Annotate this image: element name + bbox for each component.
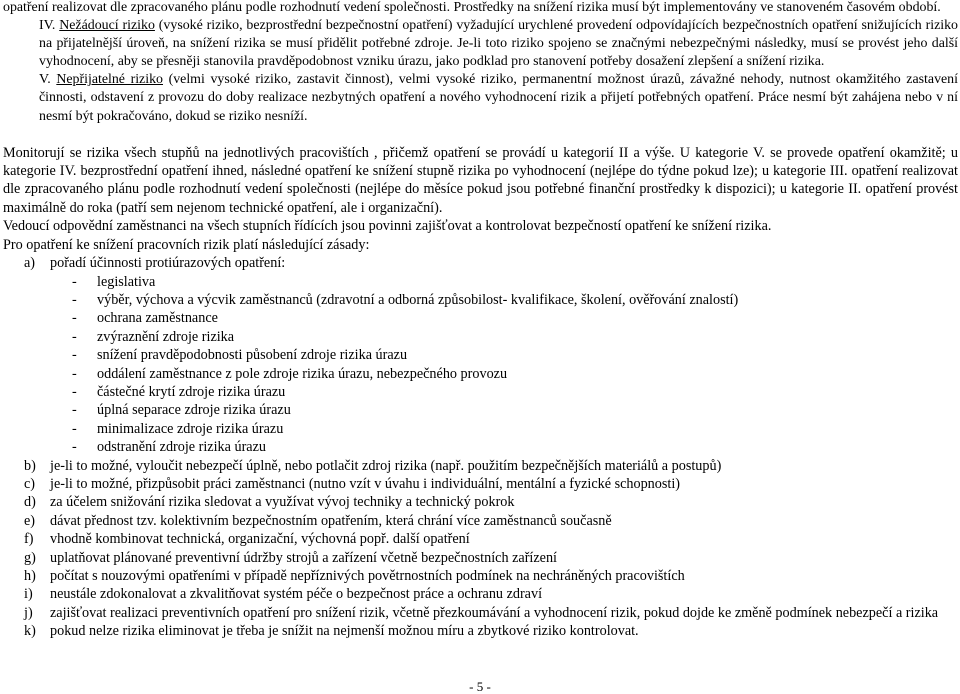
paragraph-responsible-staff: Vedoucí odpovědní zaměstnanci na všech stupních řídících jsou povinni zajišťovat a kontrolovat bezpečností opatření ke snížení rizika. <box>3 218 772 235</box>
principle-text: je-li to možné, vyloučit nebezpečí úplně, nebo potlačit zdroj rizika (např. použitím bezpečnějších materiálů a postupů) <box>50 457 722 474</box>
page-number: - 5 - <box>469 679 491 694</box>
principle-text: počítat s nouzovými opatřeními v případě nepříznivých povětrnostních podmínek na nechráněných pracovištích <box>50 568 685 584</box>
principle-text: zajišťovat realizaci preventivních opatření pro snížení rizik, včetně přezkoumávání a vyhodnocení rizik, pokud dojde ke změně podmínek nebezpečí a rizika <box>50 604 939 621</box>
principle-text: dávat přednost tzv. kolektivním bezpečnostním opatřením, která chrání více zaměstnanců současně <box>50 512 612 529</box>
principle-item-e <box>3 512 958 530</box>
category-v-text: (velmi vysoké riziko, zastavit činnost), velmi vysoké riziko, permanentní možnost úrazů, závažné nehody, nutnost okamžitého zastavení činnosti, odstavení z provozu do doby realizace nezbytných opatření a nového vyhodnocení rizik a přijetí potřebných opatření. Práce nesmí být zahájena nebo v ní nesmí být pokračováno, dokud se riziko nesníží. <box>39 72 958 124</box>
principle-marker: a) <box>24 255 36 272</box>
effectiveness-order-list <box>3 273 958 457</box>
principle-marker: e) <box>24 512 36 529</box>
principle-item-d <box>3 493 958 511</box>
principle-text: pokud nelze rizika eliminovat je třeba je snížit na nejmenší možnou míru a zbytkové riziko kontrolovat. <box>50 623 639 640</box>
principle-text: vhodně kombinovat technická, organizační, výchovná popř. další opatření <box>50 531 470 548</box>
list-item: - oddálení zaměstnance z pole zdroje rizika úrazu, nebezpečného provozu <box>72 365 508 382</box>
principle-item-a <box>3 254 958 456</box>
principles-intro: Pro opatření ke snížení pracovních rizik platí následující zásady: <box>3 236 370 253</box>
principle-item-f <box>3 530 958 548</box>
list-item: - zvýraznění zdroje rizika <box>72 328 235 345</box>
principle-marker: i) <box>24 586 33 603</box>
list-item: - úplná separace zdroje rizika úrazu <box>72 402 291 419</box>
list-item: - minimalizace zdroje rizika úrazu <box>72 420 284 437</box>
list-item: - výběr, výchova a výcvik zaměstnanců (zdravotní a odborná způsobilost- kvalifikace, školení, ověřování znalostí) <box>72 291 739 308</box>
principle-text: uplatňovat plánované preventivní údržby strojů a zařízení včetně bezpečnostních zařízení <box>50 549 557 566</box>
principle-item-b <box>3 457 958 475</box>
category-iv-term: Nežádoucí riziko <box>59 18 155 34</box>
principle-marker: k) <box>24 623 36 640</box>
list-item: - ochrana zaměstnance <box>72 310 218 327</box>
principle-item-h <box>3 567 958 585</box>
principle-item-j <box>3 604 958 622</box>
list-item: - odstranění zdroje rizika úrazu <box>72 439 266 456</box>
principles-list <box>3 254 958 641</box>
paragraph-category-iv <box>3 17 958 71</box>
principle-text: pořadí účinnosti protiúrazových opatření: <box>50 255 286 272</box>
principle-text: za účelem snižování rizika sledovat a využívat vývoj techniky a technický pokrok <box>50 494 515 511</box>
principle-item-c <box>3 475 958 493</box>
paragraph-category-v <box>3 71 958 125</box>
principle-marker: c) <box>24 475 36 492</box>
list-item: - částečné krytí zdroje rizika úrazu <box>72 383 286 400</box>
paragraph-gap <box>3 126 958 144</box>
principle-marker: d) <box>24 494 36 511</box>
principle-marker: b) <box>24 457 36 474</box>
document-page <box>3 0 958 641</box>
list-item: - legislativa <box>72 273 156 290</box>
category-iv-label: IV. <box>39 18 56 34</box>
principle-marker: h) <box>24 568 36 584</box>
principle-item-g <box>3 549 958 567</box>
principle-item-k <box>3 622 958 640</box>
list-item: - snížení pravděpodobnosti působení zdroje rizika úrazu <box>72 347 408 364</box>
paragraph-monitoring: Monitorují se rizika všech stupňů na jednotlivých pracovištích , přičemž opatření se provádí u kategorií II a výše. U kategorie V. se provede opatření okamžitě; u kategorie IV. bezprostřední opatření ihned, následné opatření ke snížení stupně rizika po vyhodnocení (nejlépe do týdne pokud lze); u kategorie III. opatření realizovat dle zpracovaného plánu podle rozhodnutí vedení společnosti (nejlépe do měsíce pokud jsou potřebné finanční prostředky k dispozici); u kategorie II. opatření provést maximálně do roka (patří sem nejenom technické opatření, ale i organizační). <box>3 144 958 216</box>
category-v-term: Nepřijatelné riziko <box>56 72 163 88</box>
paragraph-category-iii-end: opatření realizovat dle zpracovaného plánu podle rozhodnutí vedení společnosti. Prostředky na snížení rizika musí být implementovány ve stanoveném časovém období. <box>3 0 941 15</box>
principle-marker: f) <box>24 531 34 548</box>
principle-text: je-li to možné, přizpůsobit práci zaměstnanci (nutno vzít v úvahu i individuální, mentální a fyzické schopnosti) <box>50 475 680 492</box>
category-iv-text: (vysoké riziko, bezprostřední bezpečnostní opatření) vyžadující urychlené provedení odpovídajících bezpečnostních opatření snižujících riziko na přijatelnější úroveň, na snížení rizika se musí přidělit potřebné zdroje. Je-li toto riziko spojeno se značnými nebezpečnými následky, musí se provést jeho další vyhodnocení, aby se přesněji stanovila pravděpodobnost vzniku úrazu, jako podklad pro stanovení potřeby dosažení zlepšení a snížení rizika. <box>39 18 958 70</box>
principle-marker: j) <box>24 604 33 621</box>
category-v-label: V. <box>39 72 51 88</box>
principle-text: neustále zdokonalovat a zkvalitňovat systém péče o bezpečnost práce a ochranu zdraví <box>50 586 543 603</box>
principle-marker: g) <box>24 549 36 566</box>
principle-item-i <box>3 585 958 603</box>
